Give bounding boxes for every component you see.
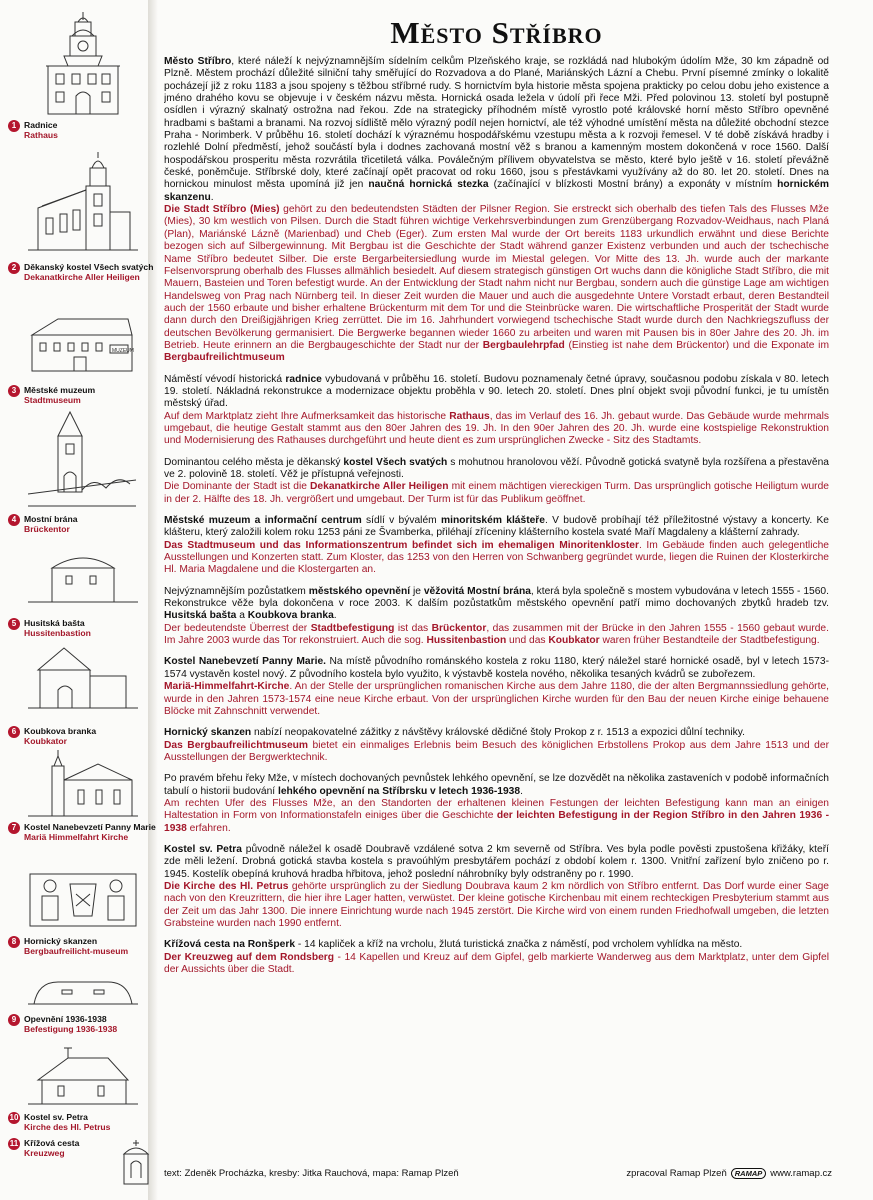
paragraph-german <box>164 540 829 577</box>
caption-cz: Děkanský kostel Všech svatých <box>24 262 154 272</box>
paragraph-german <box>164 681 829 718</box>
church-assumption-drawing <box>28 750 138 818</box>
body-text: . Im Gebäude finden auch gelegentliche Ausstellungen und Konzerten statt. Zum Kloster, das 1253 von den Herren von Schwanberg gegründet wurde, liegen die Ruinen der Klosterkirche Hl. Maria Magdalene und die Klostergarten an. <box>164 539 829 576</box>
highlight-text: radnice <box>285 373 322 385</box>
highlight-text: Hussitenbastion <box>426 635 507 647</box>
paragraph-german <box>164 798 829 835</box>
paragraph-czech <box>164 374 829 411</box>
number-badge: 6 <box>8 726 20 738</box>
highlight-text: Dekanatkirche Aller Heiligen <box>310 481 449 493</box>
highlight-text: Bergbaulehrpfad <box>482 339 565 351</box>
number-badge: 2 <box>8 262 20 274</box>
body-text: , která byla společně s mostem vybudována v letech 1555 - 1560. Rekonstrukce věže byla dokončena v roce 2003. K dalším pozůstatkům městského opevnění patří mimo dochovaných zbytků hradeb tzv. <box>164 585 829 610</box>
highlight-text: Město Stříbro <box>164 56 232 67</box>
body-text: Náměstí vévodí historická <box>164 373 286 385</box>
body-text: Der bedeutendste Überrest der <box>164 622 311 634</box>
church-all-saints-drawing <box>28 150 138 255</box>
article-section <box>164 844 829 930</box>
paragraph-czech <box>164 457 829 482</box>
body-text: Dominantou celého města je děkanský <box>164 456 344 468</box>
caption-de: Dekanatkirche Aller Heiligen <box>24 272 140 282</box>
caption-5 <box>8 618 158 638</box>
caption-de: Bergbaufreilicht-museum <box>24 946 129 956</box>
caption-cz: Městské muzeum <box>24 385 96 395</box>
body-text: nabízí neopakovatelné zážitky z návštěvy královské dědičné štoly Prokop z r. 1513 a expozici důlní techniky. <box>251 727 745 739</box>
highlight-text: Koubkova branka <box>247 610 334 622</box>
caption-8 <box>8 936 158 956</box>
caption-cz: Koubkova branka <box>24 726 97 736</box>
highlight-text: der leichten Befestigung in der Region Stříbro in den Jahren 1936 - 1938 <box>164 810 829 834</box>
town-hall-drawing <box>28 10 138 118</box>
body-text: Na místě původního románského kostela z roku 1180, který náležel staré hornické osadě, byl v letech 1573-1574 vystavěn kostel nový. Z původního kostela bylo využito, k výstavbě kostela nového, několika tesaných kvádrů se zubořezem. <box>164 656 829 680</box>
body-text: . V budově probíhají též příležitostné výstavy a koncerty. Ke klášteru, který založili kolem roku 1253 páni ze Švamberka, přiléhají zříceniny klášterního kostela svaté Maří Magdaleny a klášterní zahrady. <box>164 515 829 539</box>
highlight-text: městského opevnění <box>308 585 411 597</box>
sidebar-entry-6 <box>8 642 156 746</box>
highlight-text: Kostel Nanebevzetí Panny Marie. <box>164 656 326 668</box>
paragraph-german <box>164 411 829 448</box>
body-text: und das <box>506 635 549 647</box>
highlight-text: Křížová cesta na Ronšperk <box>164 939 296 951</box>
number-badge: 7 <box>8 822 20 834</box>
highlight-text: Das Bergbaufreilichtmuseum <box>164 739 309 751</box>
caption-cz: Hornický skanzen <box>24 936 98 946</box>
body-text: mit einem mächtigen viereckigen Turm. Das ursprünglich gotische Heiligtum wurde in der 2. Hälfte des 18. Jh. vergrößert und umgebaut. Der Turm ist für das Publikum geöffnet. <box>164 481 829 505</box>
paragraph-czech <box>164 586 829 623</box>
caption-4 <box>8 514 158 534</box>
footer-publisher <box>626 1168 832 1179</box>
paragraph-czech <box>164 773 829 798</box>
caption-de: Stadtmuseum <box>24 395 81 405</box>
number-badge: 10 <box>9 1113 19 1122</box>
caption-cz: Husitská bašta <box>24 618 85 628</box>
caption-de: Brückentor <box>24 524 70 534</box>
body-text: vybudovaná v průběhu 16. století. Budovu poznamenaly četné úpravy, současnou podobu získala v 80. letech 19. století. Nákladná rekonstrukce a modernizace objektu proběhla v 90. letech 20. století. Dnes plní objekt svoji původní funkci, je tu umístěn městský úřad. <box>164 373 829 410</box>
svg-text:MUZEUM: MUZEUM <box>112 348 134 354</box>
paragraph-german <box>164 481 829 506</box>
article-section <box>164 374 829 448</box>
caption-de: Koubkator <box>24 736 67 746</box>
body-text: Die Dominante der Stadt ist die <box>164 481 311 493</box>
number-badge: 3 <box>8 385 20 397</box>
sidebar-entry-9 <box>8 974 156 1034</box>
number-badge: 9 <box>8 1014 20 1026</box>
paragraph-czech <box>164 515 829 540</box>
caption-cz: Radnice <box>24 120 58 130</box>
highlight-text: Rathaus <box>449 410 490 422</box>
body-text: a <box>236 610 248 622</box>
caption-6 <box>8 726 158 746</box>
main-text <box>164 10 829 1145</box>
paragraph-german <box>164 623 829 648</box>
caption-9 <box>8 1014 158 1034</box>
highlight-text: Hornický skanzen <box>164 727 252 739</box>
highlight-text: Die Kirche des Hl. Petrus <box>164 880 289 892</box>
caption-de: Rathaus <box>24 130 58 140</box>
body-text: Auf dem Marktplatz zieht Ihre Aufmerksamkeit das historische <box>164 410 450 422</box>
highlight-text: Der Kreuzweg auf dem Rondsberg <box>164 951 335 963</box>
caption-de: Befestigung 1936-1938 <box>24 1024 118 1034</box>
number-badge: 1 <box>8 120 20 132</box>
body-text: . <box>333 610 337 622</box>
body-text: waren früher Bestandteile der Stadtbefestigung. <box>599 635 820 647</box>
highlight-text: Mariä-Himmelfahrt-Kirche <box>164 681 290 693</box>
body-text: - 14 kapliček a kříž na vrcholu, žlutá turistická značka z náměstí, pod vrcholem vyhlídka na město. <box>295 939 743 951</box>
sidebar-entry-1 <box>8 10 156 140</box>
paragraph-german <box>164 881 829 930</box>
body-text: . An der Stelle der ursprünglichen romanischen Kirche aus dem Jahre 1180, die der alten Bergmannssiedlung gehörte, wurde in den Jahren 1573-1574 eine neue Kirche erbaut. Von der ursprünglichen Kirche wurden für den Bau der neuen Kirche einige behauene Blöcke mit Zahnschnitt verwendet. <box>164 681 829 717</box>
bridge-gate-drawing <box>28 410 138 510</box>
highlight-text: Bergbaufreilichtmuseum <box>164 352 285 364</box>
article-section <box>164 56 829 365</box>
caption-1 <box>8 120 158 140</box>
sidebar-entry-3 <box>8 315 156 405</box>
highlight-text: lehkého opevnění na Stříbrsku v letech 1936-1938 <box>277 785 521 797</box>
sidebar-entry-2 <box>8 150 156 282</box>
caption-de: Hussitenbastion <box>24 628 91 638</box>
highlight-text: Das Stadtmuseum und das Informationszentrum befindet sich im ehemaligen Minoritenkloster <box>164 539 639 551</box>
paragraph-czech <box>164 844 829 881</box>
body-text: Am rechten Ufer des Flusses Mže, an den Standorten der erhaltenen kleinen Festungen der leichten Befestigung kann man an einigen Haltestation in Form von Informationstafeln einiges über die Geschichte <box>164 797 829 822</box>
highlight-text: Stadtbefestigung <box>310 622 395 634</box>
body-text: s mohutnou hranolovou věží. Původně gotická svatyně byla rozšířena a přestavěna ve 2. polovině 18. století. Věž je přístupná veřejnosti. <box>164 456 829 480</box>
caption-cz: Kostel sv. Petra <box>24 1112 88 1122</box>
paragraph-german <box>164 952 829 977</box>
body-text: gehörte ursprünglich zu der Siedlung Doubrava kaum 2 km nördlich von Stříbro entfernt. Das Dorf wurde einer Sage nach von den Kreuzrittern, die hier ihre Lager hatten, verwüstet. Der kleine gotische Kirchenbau mit einem rechteckigen Presbyterium stammt aus der Zeit um das Jahr 1300. Die innere Einrichtung wurde nach 1945 zerstört. Die Kirche wird von einem runden Friedhofwall umgeben, die letzten Grabsteine wurden nach 1990 entfernt. <box>164 880 829 929</box>
body-text: bietet ein einmaliges Erlebnis beim Besuch des königlichen Erbstollens Prokop aus dem Jahre 1513 und der Ausstellungen der Bergwerktechnik. <box>164 739 829 763</box>
body-text: , das zusammen mit der Brücke in den Jahren 1555 - 1560 gebaut wurde. Im Jahre 2003 wurde das Tor rekonstruiert. Auch die sog. <box>164 622 829 647</box>
sidebar-illustrations <box>8 10 156 1190</box>
body-text: sídlí v bývalém <box>361 515 441 527</box>
sidebar-entry-7 <box>8 750 156 842</box>
body-text: . <box>210 191 214 203</box>
body-text: . <box>520 785 523 797</box>
highlight-text: minoritském klášteře <box>441 515 545 527</box>
article-section <box>164 586 829 648</box>
highlight-text: Husitská bašta <box>164 610 237 622</box>
paragraph-german <box>164 204 829 364</box>
sidebar-entry-5 <box>8 550 156 638</box>
number-badge: 4 <box>8 514 20 526</box>
highlight-text: kostel Všech svatých <box>343 456 448 468</box>
sidebar-entry-8 <box>8 870 156 956</box>
sidebar-entry-10 <box>8 1040 156 1132</box>
highlight-text: Die Stadt Stříbro (Mies) <box>164 204 280 216</box>
article-section <box>164 656 829 718</box>
body-text: gehört zu den bedeutendsten Städten der Pilsner Region. Sie erstreckt sich oberhalb des tiefen Tals des Flusses Mže (Mies), 30 km westlich von Pilsen. Durch die Stadt führen wichtige Verkehrsverbindungen zum Grenzübergang Rozvadov-Weidhaus, nach Planá (Plan), Mariánské Lázně (Marienbad) und Cheb (Eger). Zum ersten Mal wurde der Ort bereits 1183 urkundlich erwähnt und diese Berichte bezogen sich auf Silbergewinnung. Mit Bergbau ist die Geschichte der Stadt während ganzer Existenz verbunden und auch der tschechische Name Stříbro bedeutet Silber. Die erste Bergarbeitersiedlung wurde im Miestal gelegen. Vor Mitte des 13. Jh. wurde auch der markante Felsenvorsprung oberhalb des Flusses allmählich besiedelt. Auf diesem strategisch günstigen Ort wuchs dann die königliche Stadt Stříbro, die mit Mauern, Basteien und Toren befestigt wurde. An der Entwicklung der Stadt nahm nicht nur Bergbau, sondern auch die günstige Lage am wichtigen Handelsweg von Prag nach Nürnberg teil. In dieser Zeit wurden die Mauer und auch die ausgedehnte Untere Vorstadt erbaut, deren Bestandteil auch der 1560 erbaute und bisher erhaltene Brückenturm mit dem Tor und die Steinbrücke waren. Die wirtschaftliche Prosperität der Stadt wurde dann durch den Dreißigjährigen Krieg zerrüttet. Die im 16. Jahrhundert vorwiegend tschechische Stadt wurde durch den Nachkriegszufluss der deutschen Bevölkerung germanisiert. Die Bergwerke begannen wieder 1660 zu arbeiten und waren mit Pausen bis in 80er Jahre des 20. Jh. im Betrieb. Heute erinnern an die Bergbaugeschichte der Stadt nur der <box>164 204 829 351</box>
body-text: (Einstieg ist nahe dem Brückentor) und die Exponate im <box>564 339 829 351</box>
museum-drawing <box>28 315 138 375</box>
church-st-peter-drawing <box>28 1040 138 1108</box>
paragraph-czech <box>164 656 829 681</box>
caption-cz: Křížová cesta <box>24 1138 80 1148</box>
caption-2 <box>8 262 158 282</box>
article-section <box>164 727 829 764</box>
body-text: Nejvýznamnějším pozůstatkem <box>164 585 309 597</box>
highlight-text: věžovitá Mostní brána <box>423 585 531 597</box>
paragraph-czech <box>164 56 829 204</box>
body-text: ist das <box>394 622 432 634</box>
caption-de: Kreuzweg <box>24 1148 65 1158</box>
caption-7 <box>8 822 158 842</box>
body-text: (začínající v blízkosti Mostní brány) a exponáty v místním <box>488 179 778 191</box>
body-text: erfahren. <box>186 822 231 834</box>
caption-de: Kirche des Hl. Petrus <box>24 1122 111 1132</box>
mining-museum-drawing <box>28 870 138 930</box>
body-text: je <box>410 585 424 597</box>
caption-3 <box>8 385 158 405</box>
article-section <box>164 939 829 976</box>
koubek-gate-drawing <box>28 642 138 712</box>
footer-made-by: zpracoval Ramap Plzeň <box>626 1168 727 1179</box>
highlight-text: naučná hornická stezka <box>368 179 489 191</box>
number-badge: 5 <box>8 618 20 630</box>
article-section <box>164 457 829 506</box>
highlight-text: Kostel sv. Petra <box>164 843 242 855</box>
ramap-logo: RAMAP <box>731 1168 767 1179</box>
highlight-text: Městské muzeum a informační centrum <box>164 515 362 527</box>
page-title: Město Stříbro <box>390 15 603 50</box>
article-section <box>164 515 829 577</box>
footer-url: www.ramap.cz <box>770 1168 832 1179</box>
paragraph-czech <box>164 939 829 951</box>
caption-de: Mariä Himmelfahrt Kirche <box>24 832 129 842</box>
body-text: - 14 Kapellen und Kreuz auf dem Gipfel, gelb markierte Wanderweg aus dem Marktplatz, unter dem Gipfel der Aussichts über die Stadt. <box>164 951 829 976</box>
bunker-drawing <box>28 974 138 1008</box>
body-text: původně náležel k osadě Doubravě vzdálené sotva 2 km severně od Stříbra. Ves byla podle pověsti zpustošena křižáky, kteří zde měli ležení. Drobná gotická stavba kostela s pravoúhlým presbytářem pochází z období kolem r. 1300. Vnitřní zařízení bylo zničeno po r. 1945. Kostelík obepíná kruhová hradba hřbitova, jehož poslední náhrobníky byly odstraněny po r. 1990. <box>164 843 829 880</box>
bastion-drawing <box>28 550 138 605</box>
sidebar-entry-4 <box>8 410 156 534</box>
caption-11 <box>8 1138 118 1158</box>
article-sections <box>164 56 829 976</box>
footer-credits: text: Zdeněk Procházka, kresby: Jitka Rauchová, mapa: Ramap Plzeň <box>164 1168 459 1179</box>
highlight-text: Brückentor <box>431 622 487 634</box>
paragraph-german <box>164 740 829 765</box>
highlight-text: Koubkator <box>548 635 600 647</box>
caption-cz: Kostel Nanebevzetí Panny Marie <box>24 822 156 832</box>
article-section <box>164 773 829 835</box>
chapel-drawing <box>118 1138 154 1188</box>
highlight-text: hornickém skanzenu <box>164 179 829 203</box>
body-text: , das im Verlauf des 16. Jh. gebaut wurde. Das Gebäude wurde mehrmals umgebaut, die heutige Gestalt stammt aus den 80er Jahren des 19. Jh. In den 90er Jahren des 20. Jh. wurde eine kostspielige Rekonstruktion und Modernisierung des Rathauses durchgeführt und heute dient es zum ursprünglichen Zwecke - Sitz des Stadtamts. <box>164 410 829 447</box>
caption-10 <box>8 1112 158 1132</box>
number-badge: 8 <box>8 936 20 948</box>
caption-cz: Mostní brána <box>24 514 78 524</box>
paragraph-czech <box>164 727 829 739</box>
body-text: Po pravém břehu řeky Mže, v místech dochovaných pevnůstek lehkého opevnění, se lze dozvědět na několika zastaveních v podobě informačních tabulí o historii budování <box>164 773 829 797</box>
caption-cz: Opevnění 1936-1938 <box>24 1014 107 1024</box>
body-text: , které náleží k nejvýznamnějším sídelním celkům Plzeňského kraje, se rozkládá nad hlubokým údolím Mže, 30 km západně od Plzně. Městem prochází důležité silniční tahy směřující do Rozvadova a do Plané, Mariánských Lázní a Chebu. První písemné zmínky o lokalitě pocházejí již z roku 1183 a jsou spojeny s těžbou stříbrné rudy. S hornictvím byla historie města spojena prakticky po celou dobu jeho existence a jméno drahého kovu se objevuje i v českém názvu města. Hornická osada ležela v údolí při řece Mži. Před polovinou 13. století byl postupně osídlen i výrazný skalnatý ostrožna nad řekou. Zde na strategicky příhodném místě vyrostlo poté královské horní město Stříbro opevněné hradbami s baštami a branami. Na rozvoj sídliště mělo výrazný podíl nejen hornictví, ale též výhodné umístění města na důležité obchodní stezce Praha - Norimberk. V průběhu 16. století dochází k výraznému hospodářskému vzestupu města a k rozvoji řemesel. V té době získává hradby i rozlehlé Dolní předměstí, jehož součástí byla i dodnes zachovaná mostní věž s branou a kamenným mostem dokončená v roce 1560. Další hospodářskou prosperitu města rozvrátila třicetiletá válka. Poválečným přílivem obyvatelstva se město, které bylo ještě v 16. století převážně české, poněmčuje. Stříbrské doly, které začínají opět pracovat od roku 1660, jsou s přestávkami využívány až do 80. let 20. století. Dnes na hornickou minulost města upomíná již jen <box>164 56 829 191</box>
number-badge: 11 <box>9 1139 19 1148</box>
